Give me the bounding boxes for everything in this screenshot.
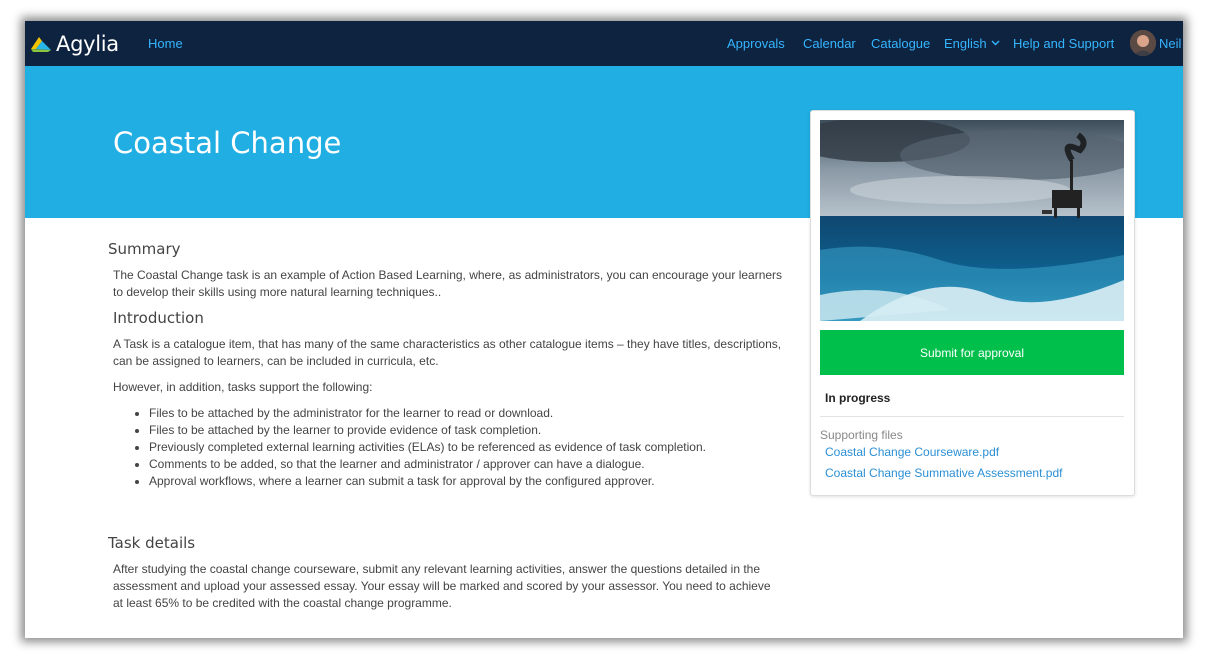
summary-heading: Summary (108, 240, 181, 258)
list-item: • Approval workflows, where a learner can submit a task for approval by the configured approver. (149, 473, 809, 490)
divider (820, 416, 1124, 417)
page-title: Coastal Change (113, 126, 342, 160)
list-item: • Files to be attached by the administrator for the learner to read or download. (149, 405, 809, 422)
brand-logo[interactable] (30, 31, 119, 57)
user-name[interactable]: Neil (1159, 36, 1182, 51)
introduction-para-1: A Task is a catalogue item, that has many of the same characteristics as other catalogue items – they have titles, descriptions, can be assigned to learners, can be included in curricula, etc. (113, 337, 782, 368)
status-badge: In progress (825, 391, 891, 405)
introduction-para-2: However, in addition, tasks support the following: (113, 380, 373, 394)
task-details-text: After studying the coastal change courseware, submit any relevant learning activities, answer the questions detailed in the assessment and upload your assessed essay. Your essay will be marked and scored by your assessor. You need to achieve at least 65% to be credited with the coastal change programme. (113, 562, 771, 610)
nav-home[interactable]: Home (148, 36, 183, 51)
top-navbar (25, 21, 1183, 66)
supporting-files-label: Supporting files (820, 428, 903, 442)
nav-language-select[interactable] (944, 36, 1000, 51)
app-window (25, 21, 1183, 638)
user-avatar-icon[interactable] (1130, 30, 1156, 56)
chevron-down-icon (991, 40, 1000, 46)
nav-calendar[interactable]: Calendar (803, 36, 856, 51)
list-item: • Previously completed external learning activities (ELAs) to be referenced as evidence of task completion. (149, 439, 809, 456)
file-link-courseware[interactable]: Coastal Change Courseware.pdf (825, 445, 1000, 459)
agylia-logo-icon (30, 35, 52, 53)
brand-name: Agylia (56, 32, 119, 56)
task-details-heading: Task details (108, 534, 196, 552)
summary-text: The Coastal Change task is an example of Action Based Learning, where, as administrators, you can encourage your learners to develop their skills using more natural learning techniques.. (113, 268, 783, 299)
introduction-heading: Introduction (113, 309, 204, 327)
nav-catalogue[interactable]: Catalogue (871, 36, 931, 51)
language-label: English (944, 36, 987, 51)
file-link-assessment[interactable]: Coastal Change Summative Assessment.pdf (825, 466, 1063, 480)
nav-help-support[interactable]: Help and Support (1013, 36, 1115, 51)
features-list (113, 405, 809, 490)
submit-for-approval-button[interactable]: Submit for approval (820, 330, 1124, 375)
task-action-card (810, 110, 1135, 496)
list-item: • Files to be attached by the learner to provide evidence of task completion. (149, 422, 809, 439)
task-cover-image (820, 120, 1124, 321)
list-item: • Comments to be added, so that the learner and administrator / approver can have a dialogue. (149, 456, 809, 473)
nav-approvals[interactable]: Approvals (727, 36, 785, 51)
